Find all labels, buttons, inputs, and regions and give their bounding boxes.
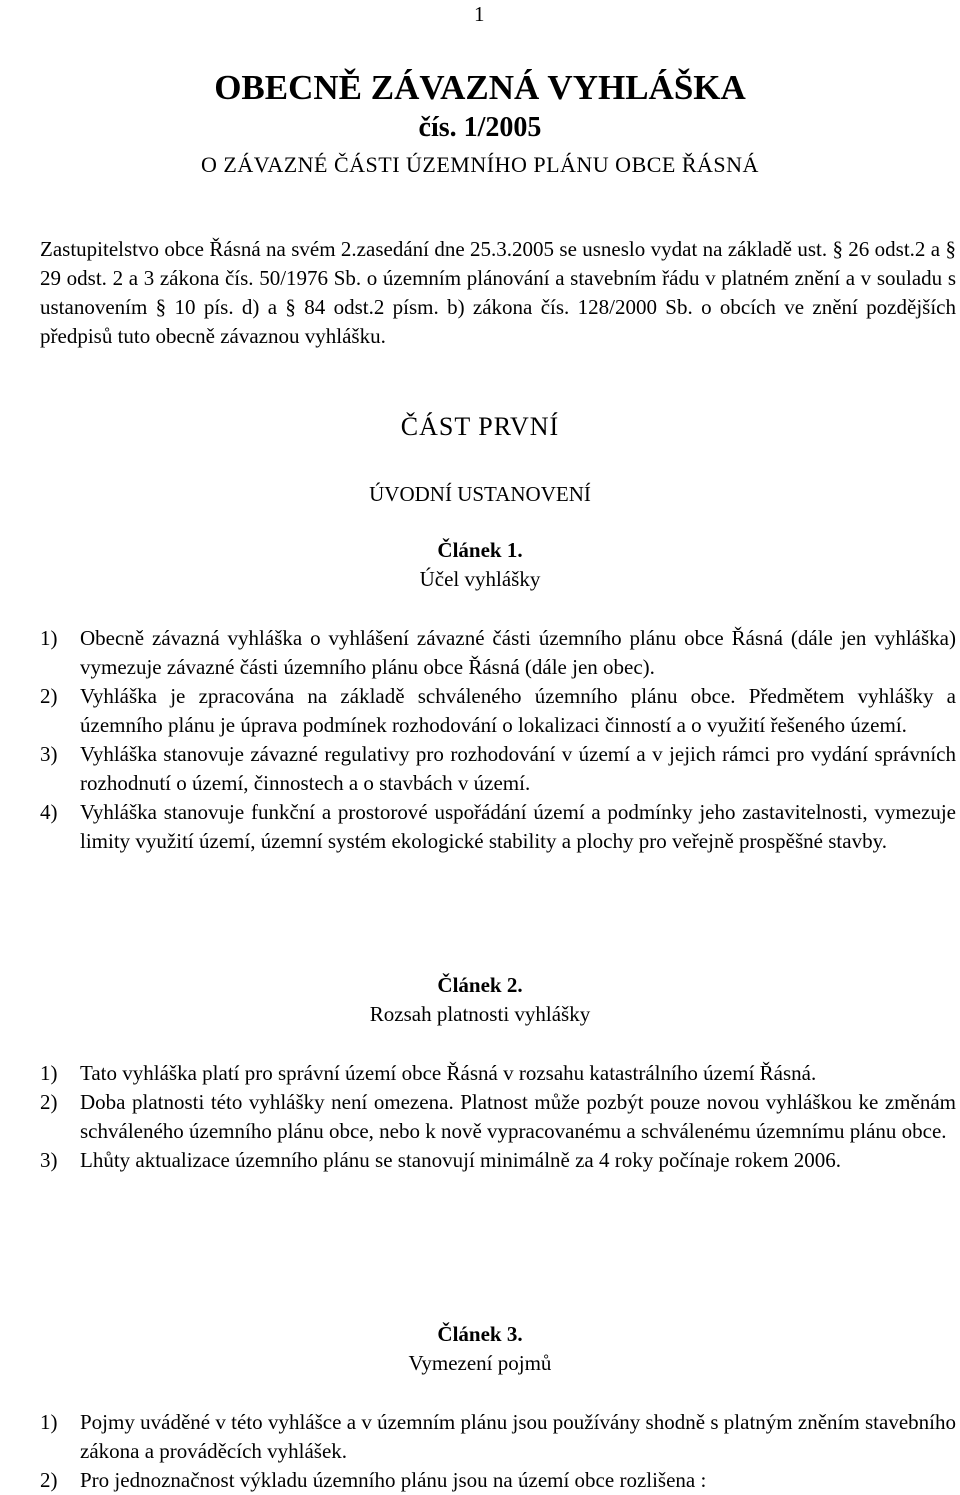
list-item — [40, 624, 956, 682]
article-1-heading — [0, 536, 960, 594]
list-item — [40, 682, 956, 740]
list-item — [40, 1408, 956, 1466]
article-3-heading — [0, 1320, 960, 1378]
article-name: Rozsah platnosti vyhlášky — [369, 1002, 591, 1026]
article-name: Vymezení pojmů — [408, 1351, 552, 1375]
list-item — [40, 798, 956, 856]
item-number: 2) — [40, 1090, 58, 1114]
list-item — [40, 1088, 956, 1146]
part-title: ČÁST PRVNÍ — [400, 412, 560, 441]
item-number: 1) — [40, 626, 58, 650]
item-text: Obecně závazná vyhláška o vyhlášení závazné části územního plánu obce Řásná (dále jen vyhláška) vymezuje závazné části územního plánu obce Řásná (dále jen obec). — [80, 626, 956, 679]
item-text: Pojmy uváděné v této vyhlášce a v územním plánu jsou používány shodně s platným zněním stavebního zákona a prováděcích vyhlášek. — [80, 1410, 956, 1463]
article-number: Článek 3. — [437, 1322, 523, 1346]
item-number: 1) — [40, 1061, 58, 1085]
item-text: Vyhláška stanovuje funkční a prostorové uspořádání území a podmínky jeho zastavitelnosti, vymezuje limity využití území, územní systém ekologické stability a plochy pro veřejně prospěšné stavby. — [80, 800, 956, 853]
article-2-items — [40, 1059, 956, 1175]
article-1-items — [40, 624, 956, 856]
item-text: Vyhláška stanovuje závazné regulativy pro rozhodování v území a v jejich rámci pro vydání správních rozhodnutí o území, činnostech a o stavbách v území. — [80, 742, 956, 795]
article-2-heading — [0, 971, 960, 1029]
item-text: Doba platnosti této vyhlášky není omezena. Platnost může pozbýt pouze novou vyhláškou ke změnám schváleného územního plánu obce, nebo k nově vypracovanému a schválenému územnímu plánu obce. — [80, 1090, 956, 1143]
list-item — [40, 1146, 956, 1175]
item-number: 1) — [40, 1410, 58, 1434]
item-number: 2) — [40, 684, 58, 708]
article-number: Článek 1. — [437, 538, 523, 562]
article-number: Článek 2. — [437, 973, 523, 997]
item-number: 4) — [40, 800, 58, 824]
item-number: 3) — [40, 742, 58, 766]
list-item — [40, 1466, 956, 1495]
list-item — [40, 740, 956, 798]
item-text: Pro jednoznačnost výkladu územního plánu jsou na území obce rozlišena : — [80, 1468, 707, 1492]
part-subtitle: ÚVODNÍ USTANOVENÍ — [369, 482, 591, 506]
intro-paragraph: Zastupitelstvo obce Řásná na svém 2.zasedání dne 25.3.2005 se usneslo vydat na základě ust. § 26 odst.2 a § 29 odst. 2 a 3 zákona čís. 50/1976 Sb. o územním plánování a stavebním řádu v platném znění a v souladu s ustanovením § 10 pís. d) a § 84 odst.2 písm. b) zákona čís. 128/2000 Sb. o obcích ve znění pozdějších předpisů tuto obecně závaznou vyhlášku. — [40, 237, 956, 348]
item-number: 3) — [40, 1148, 58, 1172]
list-item — [40, 1059, 956, 1088]
article-3-items — [40, 1408, 956, 1495]
document-subtitle: O ZÁVAZNÉ ČÁSTI ÚZEMNÍHO PLÁNU OBCE ŘÁSNÁ — [201, 152, 759, 177]
item-text: Tato vyhláška platí pro správní území obce Řásná v rozsahu katastrálního území Řásná. — [80, 1061, 817, 1085]
document-header — [0, 66, 960, 180]
item-text: Vyhláška je zpracována na základě schváleného územního plánu obce. Předmětem vyhlášky a územního plánu je úprava podmínek rozhodování o lokalizaci činností a o využití řešeného území. — [80, 684, 956, 737]
item-number: 2) — [40, 1468, 58, 1492]
article-name: Účel vyhlášky — [419, 567, 541, 591]
document-number: čís. 1/2005 — [418, 112, 542, 143]
page-number: 1 — [474, 2, 485, 26]
item-text: Lhůty aktualizace územního plánu se stanovují minimálně za 4 roky počínaje rokem 2006. — [80, 1148, 842, 1172]
document-title: OBECNĚ ZÁVAZNÁ VYHLÁŠKA — [214, 68, 746, 107]
